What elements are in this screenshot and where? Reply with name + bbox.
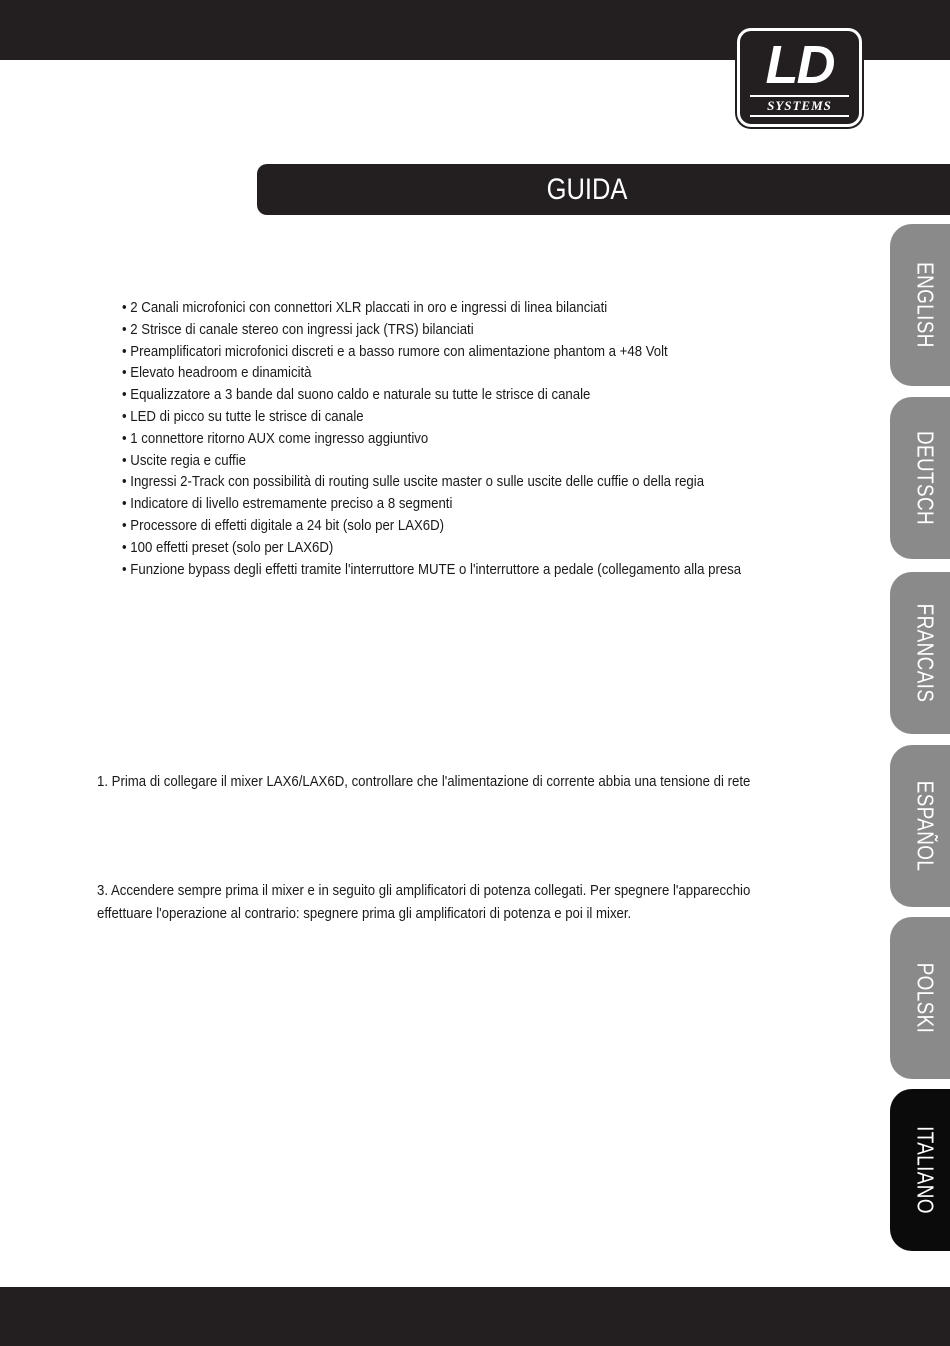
tab-label: ENGLISH [912,262,939,348]
tab-label: ITALIANO [912,1126,939,1214]
tab-francais[interactable] [890,572,950,734]
logo-subtitle: SYSTEMS [750,95,849,117]
feature-item: • 2 Canali microfonici con connettori XLR placcati in oro e ingressi di linea bilanciati [122,297,764,319]
section-banner [257,164,950,215]
tab-english[interactable] [890,224,950,386]
tab-espanol[interactable] [890,745,950,907]
feature-list [122,297,852,580]
tab-label: ESPAÑOL [912,780,939,872]
feature-item: • 1 connettore ritorno AUX come ingresso aggiuntivo [122,428,764,450]
feature-item: • 100 effetti preset (solo per LAX6D) [122,537,764,559]
tab-deutsch[interactable] [890,397,950,559]
tab-label: DEUTSCH [912,430,939,526]
feature-item: • Uscite regia e cuffie [122,450,764,472]
tab-polski[interactable] [890,917,950,1079]
footer-bar [0,1287,950,1346]
feature-item: • LED di picco su tutte le strisce di canale [122,406,764,428]
feature-item: • Funzione bypass degli effetti tramite l'interruttore MUTE o l'interruttore a pedale (collegamento alla presa [122,559,764,581]
feature-item: • Elevato headroom e dinamicità [122,362,764,384]
tab-label: POLSKI [912,962,939,1034]
instruction-3-line-2: effettuare l'operazione al contrario: spegnere prima gli amplificatori di potenza e poi il mixer. [97,905,632,922]
section-title: GUIDA [546,173,628,206]
tab-italiano[interactable] [890,1089,950,1251]
ld-systems-logo [737,28,862,127]
logo-mark: LD [765,35,834,95]
tab-label: FRANCAIS [912,603,939,703]
feature-item: • Ingressi 2-Track con possibilità di routing sulle uscite master o sulle uscite delle cuffie o della regia [122,471,764,493]
feature-item: • Preamplificatori microfonici discreti e a basso rumore con alimentazione phantom a +48 Volt [122,341,764,363]
feature-item: • Equalizzatore a 3 bande dal suono caldo e naturale su tutte le strisce di canale [122,384,764,406]
feature-item: • Indicatore di livello estremamente preciso a 8 segmenti [122,493,764,515]
feature-item: • 2 Strisce di canale stereo con ingressi jack (TRS) bilanciati [122,319,764,341]
instruction-1: 1. Prima di collegare il mixer LAX6/LAX6D, controllare che l'alimentazione di corrente abbia una tensione di rete [97,773,751,790]
instruction-3-line-1: 3. Accendere sempre prima il mixer e in seguito gli amplificatori di potenza collegati. Per spegnere l'apparecchio [97,882,751,899]
feature-item: • Processore di effetti digitale a 24 bit (solo per LAX6D) [122,515,764,537]
